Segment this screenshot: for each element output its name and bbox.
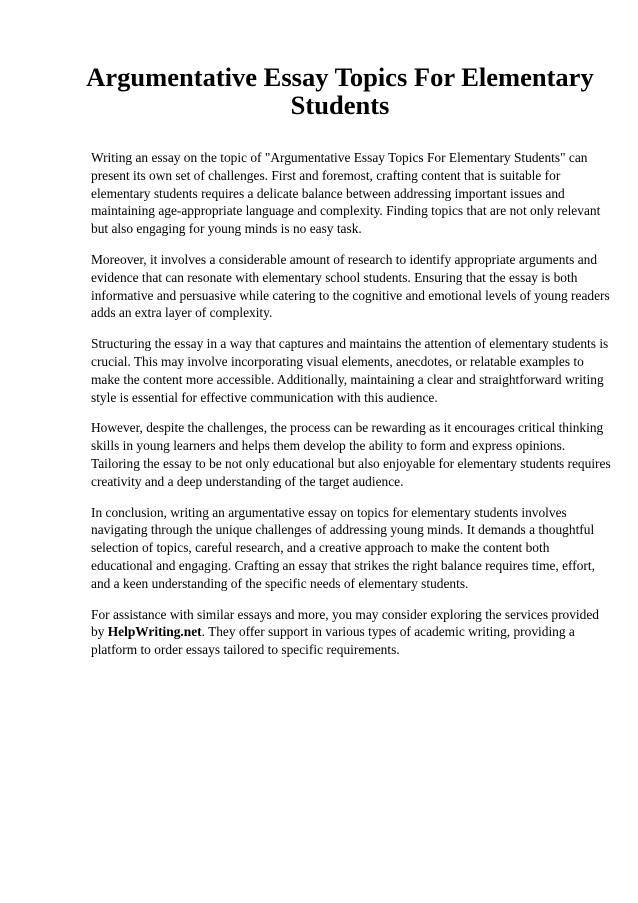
paragraph-2: Moreover, it involves a considerable amount of research to identify appropriate arguments and evidence that can resonate with elementary school students. Ensuring that the essay is both informative and persuasive while catering to the cognitive and emotional levels of young readers adds an extra layer of complexity. bbox=[91, 251, 610, 321]
paragraph-1: Writing an essay on the topic of "Argumentative Essay Topics For Elementary Students" can present its own set of challenges. First and foremost, crafting content that is suitable for elementary students requires a delicate balance between addressing important issues and maintaining age-appropriate language and complexity. Finding topics that are not only relevant but also engaging for young minds is no easy task. bbox=[91, 150, 601, 237]
site-name: HelpWriting.net bbox=[107, 624, 202, 640]
closing-paragraph bbox=[91, 606, 611, 659]
paragraph-3: Structuring the essay in a way that captures and maintains the attention of elementary students is crucial. This may involve incorporating visual elements, anecdotes, or relatable examples to make the content more accessible. Additionally, maintaining a clear and straightforward writing style is essential for effective communication with this audience. bbox=[91, 336, 609, 405]
document-title: Argumentative Essay Topics For Elementary Students bbox=[86, 62, 594, 120]
closing-text-before: For assistance with similar essays and more, you may consider exploring the services provided by bbox=[91, 606, 599, 640]
paragraph-5: In conclusion, writing an argumentative essay on topics for elementary students involves navigating through the unique challenges of addressing young minds. It demands a thoughtful selection of topics, careful research, and a creative approach to make the content both educational and engaging. Crafting an essay that strikes the right balance requires time, effort, and a keen understanding of the specific needs of elementary students. bbox=[91, 504, 595, 591]
closing-text-after: . They offer support in various types of academic writing, providing a platform to order essays tailored to specific requirements. bbox=[91, 624, 575, 658]
document-body bbox=[91, 149, 611, 672]
paragraph-4: However, despite the challenges, the process can be rewarding as it encourages critical thinking skills in young learners and helps them develop the ability to form and express opinions. Tailoring the essay to be not only educational but also enjoyable for elementary students requires creativity and a deep understanding of the target audience. bbox=[91, 420, 611, 489]
